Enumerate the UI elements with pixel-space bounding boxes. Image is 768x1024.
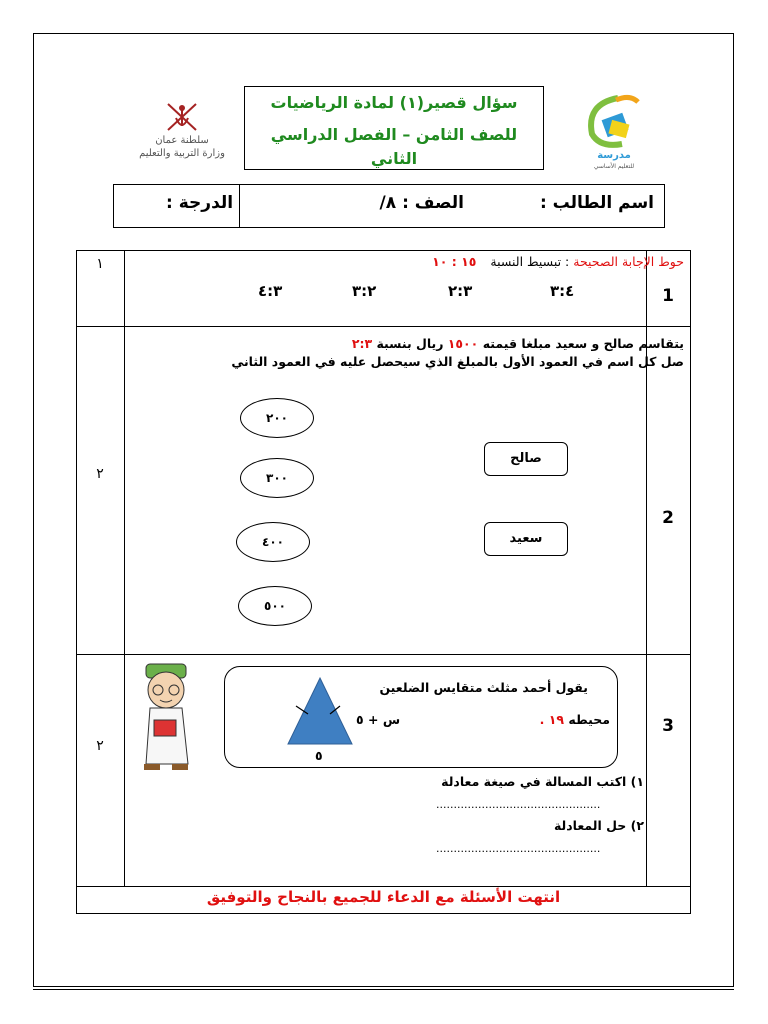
q2-name-saeed[interactable]: سعيد — [484, 522, 568, 556]
question-number-2: 2 — [662, 508, 674, 528]
q1-prompt: تبسيط النسبة — [490, 254, 562, 269]
closing-message: انتهت الأسئلة مع الدعاء للجميع بالنجاح والتوفيق — [206, 888, 561, 906]
q3-base-label: ٥ — [315, 748, 323, 763]
q1-option-3[interactable]: ٣:٢ — [352, 282, 377, 300]
title-line1: سؤال قصير(١) لمادة الرياضيات — [270, 93, 518, 112]
question-score-3: ٢ — [96, 738, 104, 754]
grade-label: الدرجة : — [166, 193, 234, 213]
school-logo-icon — [578, 94, 650, 152]
q3-side-expression: س + ٥ — [356, 712, 401, 727]
q2-line1-a: يتقاسم صالح و سعيد مبلغا قيمته — [482, 336, 684, 351]
title-box — [244, 86, 544, 170]
school-logo-text: مدرسة — [597, 150, 631, 161]
question-score-2: ٢ — [96, 466, 104, 482]
question-score-1: ١ — [96, 256, 104, 272]
q3-perimeter-value: ١٩ . — [539, 712, 565, 727]
title-line2: للصف الثامن – الفصل الدراسي الثاني — [270, 125, 518, 168]
student-character-image — [128, 660, 214, 772]
q2-value-200[interactable]: ٢٠٠ — [240, 398, 314, 438]
q1-header: حوط الإجابة الصحيحة : تبسيط النسبة ١٥ : ١٠ — [432, 254, 684, 269]
q2-line2: صل كل اسم في العمود الأول بالمبلغ الذي سيحصل عليه في العمود الثاني — [231, 354, 684, 369]
q1-instruction: حوط الإجابة الصحيحة — [573, 254, 684, 269]
q1-option-1[interactable]: ٣:٤ — [550, 282, 575, 300]
student-info-row — [113, 184, 665, 228]
q3-task-2: ٢) حل المعادلة — [553, 818, 644, 833]
school-logo — [578, 94, 650, 174]
row-rule-1 — [76, 326, 691, 327]
ministry-line2: وزارة التربية والتعليم — [139, 148, 225, 159]
isosceles-triangle-icon — [284, 674, 356, 746]
q1-option-2[interactable]: ٢:٣ — [448, 282, 473, 300]
q2-ratio: ٢:٣ — [351, 336, 373, 351]
q3-perimeter-label: محيطه — [568, 712, 610, 727]
q2-value-400[interactable]: ٤٠٠ — [236, 522, 310, 562]
q3-statement: يقول أحمد مثلث متقايس الضلعين — [379, 680, 588, 695]
q1-ratio: ١٥ : ١٠ — [432, 254, 477, 269]
q3-task-1: ١) اكتب المسالة في صيغة معادلة — [441, 774, 644, 789]
row-rule-2 — [76, 654, 691, 655]
student-name-label: اسم الطالب : — [539, 193, 654, 213]
question-number-1: 1 — [662, 286, 674, 306]
class-label: الصف : ٨/ — [379, 193, 464, 213]
question-number-3: 3 — [662, 716, 674, 736]
q2-line1-b: ريال بنسبة — [376, 336, 444, 351]
q3-answer-line-1[interactable]: ............................................... — [436, 798, 601, 811]
school-logo-sub: للتعليم الأساسي — [593, 163, 635, 170]
boy-character-icon — [128, 660, 214, 772]
ministry-line1: سلطنة عمان — [155, 135, 209, 146]
row-rule-3 — [76, 886, 691, 887]
ministry-logo — [132, 96, 232, 168]
q2-name-salih[interactable]: صالح — [484, 442, 568, 476]
q2-text — [231, 335, 684, 371]
q2-value-300[interactable]: ٣٠٠ — [240, 458, 314, 498]
q3-answer-line-2[interactable]: ............................................... — [436, 842, 601, 855]
grade-separator — [239, 185, 240, 227]
q1-option-4[interactable]: ٤:٣ — [258, 282, 283, 300]
score-column-rule — [124, 250, 125, 886]
q2-value-500[interactable]: ٥٠٠ — [238, 586, 312, 626]
q3-perimeter — [540, 712, 610, 727]
q2-amount: ١٥٠٠ — [447, 336, 479, 351]
page-bottom-rule — [33, 989, 734, 990]
